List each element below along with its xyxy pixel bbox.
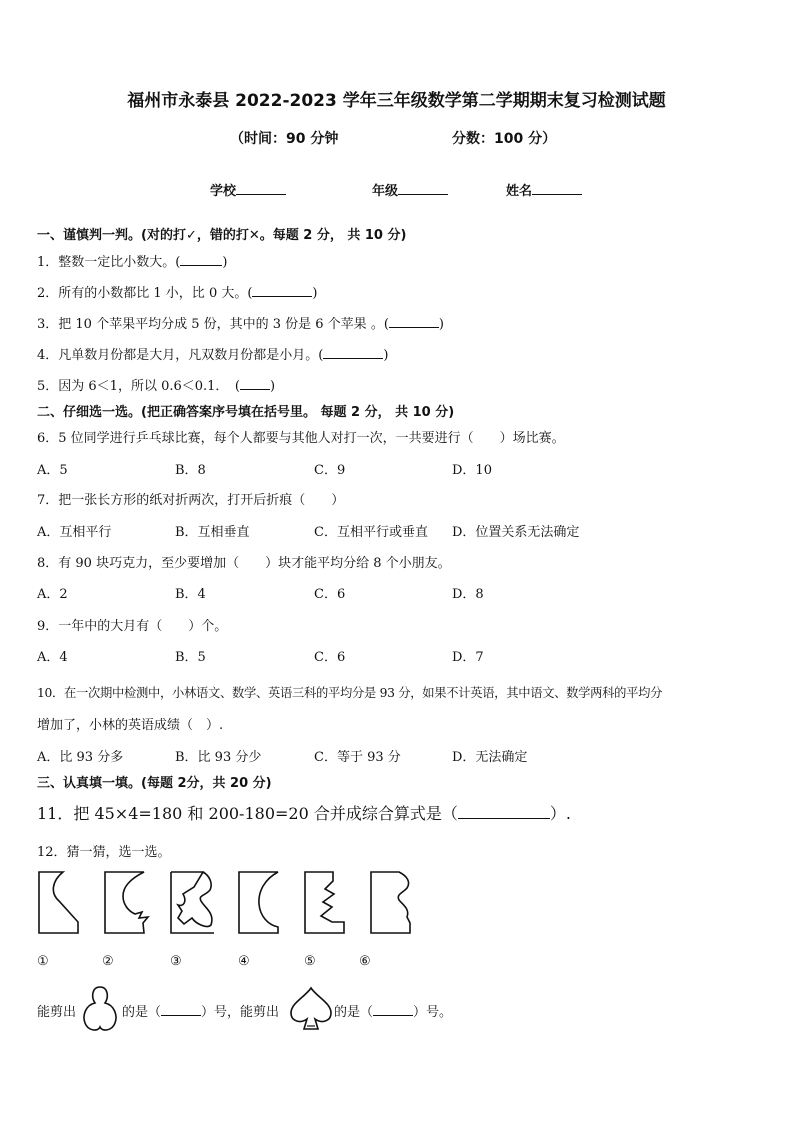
question-11 xyxy=(37,801,571,824)
question-2 xyxy=(37,282,318,301)
question-1-text: 1．整数一定比小数大。( xyxy=(37,255,181,270)
answer-blank xyxy=(252,284,312,297)
figure-4 xyxy=(238,871,283,936)
school-field xyxy=(210,180,286,199)
option-10a: A．比 93 分多 xyxy=(37,750,124,765)
option-9d: D．7 xyxy=(452,650,484,665)
q12-text-d-label: 的是（ xyxy=(334,1005,374,1020)
option-9c: C．6 xyxy=(314,650,346,665)
figure-label-1: ① xyxy=(37,954,49,969)
exam-title: 福州市永泰县 2022-2023 学年三年级数学第二学期期末复习检测试题 xyxy=(127,91,666,111)
q12-text-b-label: 的是（ xyxy=(122,1005,162,1020)
grade-blank xyxy=(398,182,448,195)
option-7a: A．互相平行 xyxy=(37,525,112,540)
question-7: 7．把一张长方形的纸对折两次，打开后折痕（ ） xyxy=(37,493,345,508)
question-5 xyxy=(37,375,275,394)
figure-6 xyxy=(370,871,415,936)
question-1 xyxy=(37,251,227,270)
option-8a: A．2 xyxy=(37,587,68,602)
figure-label-2: ② xyxy=(102,954,114,969)
option-10c: C．等于 93 分 xyxy=(314,750,401,765)
option-6d: D．10 xyxy=(452,463,492,478)
option-9a: A．4 xyxy=(37,650,68,665)
option-6c: C．9 xyxy=(314,463,346,478)
question-11-close: ）. xyxy=(549,804,571,823)
option-6a: A．5 xyxy=(37,463,68,478)
question-4 xyxy=(37,344,388,363)
answer-blank xyxy=(373,1003,413,1016)
figure-label-6: ⑥ xyxy=(359,954,371,969)
grade-label: 年级 xyxy=(372,184,399,199)
exam-time: （时间：90 分钟 xyxy=(230,131,339,147)
option-10b: B．比 93 分少 xyxy=(175,750,262,765)
grade-field xyxy=(372,180,448,199)
q12-text-c-label: ）号，能剪出 xyxy=(201,1005,280,1020)
question-3 xyxy=(37,313,444,332)
question-6: 6．5 位同学进行乒乓球比赛，每个人都要与其他人对打一次，一共要进行（ ）场比赛。 xyxy=(37,431,565,446)
figure-label-4: ④ xyxy=(238,954,250,969)
option-9b: B．5 xyxy=(175,650,206,665)
option-7c: C．互相平行或垂直 xyxy=(314,525,428,540)
spade-shape-icon xyxy=(288,985,334,1035)
question-3-text: 3．把 10 个苹果平均分成 5 份，其中的 3 份是 6 个苹果 。( xyxy=(37,317,389,332)
school-blank xyxy=(236,182,286,195)
figure-label-5: ⑤ xyxy=(304,954,316,969)
question-2-close: ) xyxy=(312,286,318,301)
figure-5 xyxy=(304,871,349,936)
question-11-text: 11．把 45×4=180 和 200-180=20 合并成综合算式是（ xyxy=(37,804,458,823)
answer-blank xyxy=(389,315,439,328)
school-label: 学校 xyxy=(210,184,237,199)
answer-blank xyxy=(323,346,383,359)
question-1-close: ) xyxy=(222,255,228,270)
q12-text-e-label: ）号。 xyxy=(413,1005,453,1020)
figure-2 xyxy=(104,871,154,936)
option-8c: C．6 xyxy=(314,587,346,602)
section-2-heading: 二、仔细选一选。(把正确答案序号填在括号里。 每题 2 分， 共 10 分) xyxy=(37,405,455,420)
question-10: 10．在一次期中检测中，小林语文、数学、英语三科的平均分是 93 分，如果不计英语，其中语文、数学两科的平均分 xyxy=(37,686,663,700)
answer-blank xyxy=(161,1003,201,1016)
question-4-close: ) xyxy=(383,348,389,363)
option-8b: B．4 xyxy=(175,587,206,602)
option-7d: D．位置关系无法确定 xyxy=(452,525,580,540)
answer-blank xyxy=(180,253,222,266)
answer-blank xyxy=(240,377,270,390)
gourd-shape-icon xyxy=(80,985,120,1035)
option-7b: B．互相垂直 xyxy=(175,525,250,540)
question-8: 8．有 90 块巧克力，至少要增加（ ）块才能平均分给 8 个小朋友。 xyxy=(37,556,451,571)
option-8d: D．8 xyxy=(452,587,484,602)
question-4-text: 4．凡单数月份都是大月，凡双数月份都是小月。( xyxy=(37,348,324,363)
figure-label-3: ③ xyxy=(170,954,182,969)
section-1-heading: 一、谨慎判一判。(对的打✓，错的打✕。每题 2 分， 共 10 分) xyxy=(37,228,407,243)
question-3-close: ) xyxy=(438,317,444,332)
section-3-heading: 三、认真填一填。(每题 2分，共 20 分) xyxy=(37,776,272,791)
question-5-text: 5．因为 6＜1，所以 0.6＜0.1． ( xyxy=(37,379,240,394)
name-field xyxy=(506,180,582,199)
q12-text-b xyxy=(122,1001,279,1020)
question-10-line2: 增加了，小林的英语成绩（ ）. xyxy=(37,718,224,733)
answer-blank xyxy=(458,803,550,819)
figure-3 xyxy=(170,871,218,936)
name-blank xyxy=(532,182,582,195)
question-2-text: 2．所有的小数都比 1 小，比 0 大。( xyxy=(37,286,253,301)
question-5-close: ) xyxy=(270,379,276,394)
figure-1 xyxy=(38,871,83,936)
option-10d: D．无法确定 xyxy=(452,750,528,765)
option-6b: B．8 xyxy=(175,463,206,478)
question-12: 12．猜一猜，选一选。 xyxy=(37,845,171,860)
q12-text-d xyxy=(334,1001,452,1020)
q12-text-a: 能剪出 xyxy=(37,1005,77,1020)
question-9: 9．一年中的大月有（ ）个。 xyxy=(37,619,228,634)
name-label: 姓名 xyxy=(506,184,533,199)
exam-score: 分数：100 分） xyxy=(452,131,557,147)
